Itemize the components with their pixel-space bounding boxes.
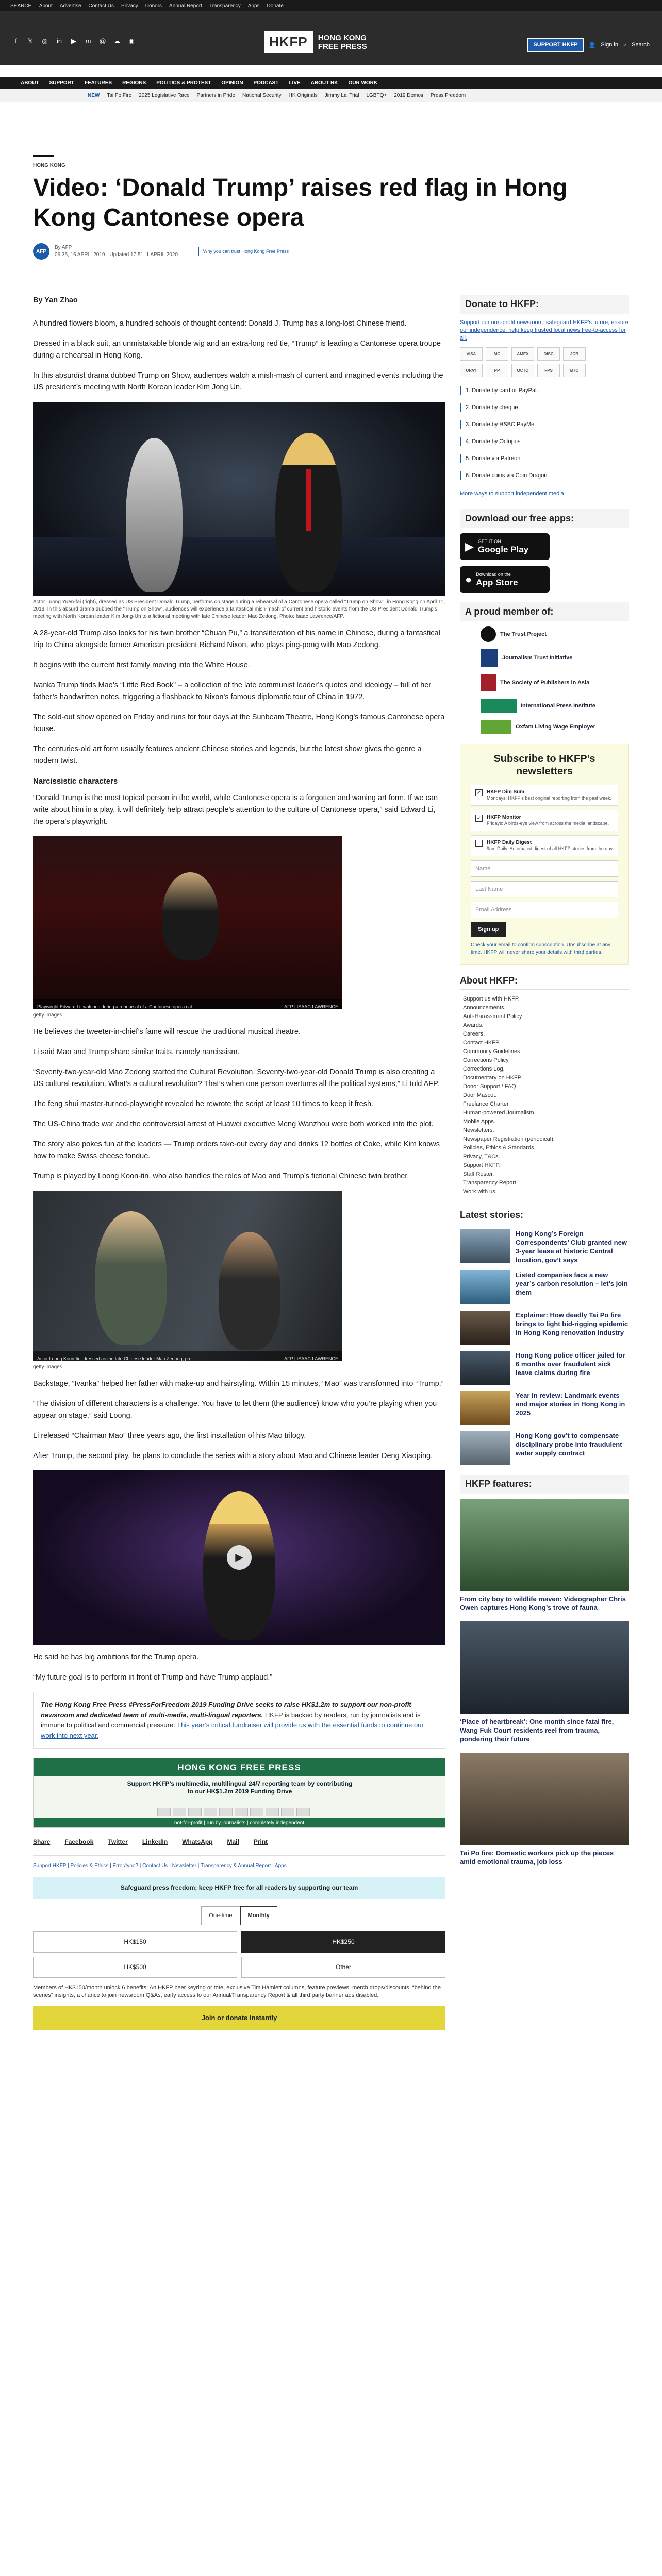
paypal-icon: PP: [486, 364, 508, 377]
about-link[interactable]: Mobile Apps.: [463, 1118, 495, 1125]
fps-icon: FPS: [537, 364, 560, 377]
about-link[interactable]: Door Mascot.: [463, 1092, 497, 1098]
newsletter-option-dimsum[interactable]: ✓ HKFP Dim Sum Mondays: HKFP’s best original reporting from the past week.: [471, 785, 618, 806]
nav-our-work[interactable]: OUR WORK: [348, 80, 378, 86]
figure-mao-makeup: [33, 1191, 445, 1371]
transparency-link[interactable]: Transparency: [209, 3, 241, 9]
story-thumbnail: [460, 1311, 510, 1345]
paragraph: The feng shui master-turned-playwright revealed he rewrote the script at least 10 times to keep it fresh.: [33, 1100, 374, 1108]
trending-item[interactable]: Partners in Pride: [196, 92, 236, 98]
video-player[interactable]: [33, 1470, 445, 1645]
about-link[interactable]: Newsletters.: [463, 1127, 494, 1133]
checkbox-checked-icon[interactable]: ✓: [475, 815, 483, 822]
about-link[interactable]: Privacy, T&Cs.: [463, 1154, 500, 1160]
latest-story[interactable]: Hong Kong’s Foreign Correspondents’ Club granted new 3-year lease at historic Central location, gov’t says: [460, 1229, 629, 1264]
paragraph: “Seventy-two-year-old Mao Zedong started the Cultural Revolution. Seventy-two-year-old Donald Trump is also creating a US cultural revolution. What’s a cultural revolution? That’s when one person overturns all the political systems,” Li told AFP.: [33, 1068, 439, 1088]
bluesky-icon[interactable]: ☁: [113, 37, 121, 45]
nav-podcast[interactable]: PODCAST: [253, 80, 279, 86]
trending-label: NEW: [88, 92, 100, 98]
trending-item[interactable]: 2019 Demos: [394, 92, 423, 98]
donate-option[interactable]: 5. Donate via Patreon.: [460, 450, 629, 467]
annual-report-link[interactable]: Annual Report: [169, 3, 202, 9]
article-body: [33, 295, 445, 2030]
story-thumbnail: [460, 1391, 510, 1425]
site-logo[interactable]: [264, 31, 367, 53]
social-icons: [11, 37, 136, 45]
donate-options-list: [460, 382, 629, 484]
paragraph: The US-China trade war and the controversial arrest of Huawei executive Meng Wanzhou were both worked into the plot.: [33, 1120, 434, 1128]
share-whatsapp[interactable]: WhatsApp: [182, 1838, 213, 1845]
newsletter-option-digest[interactable]: HKFP Daily Digest 9am Daily: Automated digest of all HKFP stories from the day.: [471, 835, 618, 856]
nav-politics[interactable]: POLITICS & PROTEST: [156, 80, 211, 86]
about-link[interactable]: Work with us.: [463, 1189, 497, 1195]
about-link[interactable]: Careers.: [463, 1031, 485, 1037]
about-link[interactable]: Corrections Policy.: [463, 1057, 510, 1063]
apps-heading: Download our free apps:: [460, 509, 629, 528]
latest-stories: [460, 1229, 629, 1465]
story-thumbnail: [460, 1431, 510, 1465]
nav-opinion[interactable]: OPINION: [221, 80, 243, 86]
bitcoin-icon: BTC: [563, 364, 586, 377]
feature-image: [460, 1621, 629, 1714]
share-mail[interactable]: Mail: [227, 1838, 239, 1845]
banner-title: HONG KONG FREE PRESS: [34, 1758, 445, 1776]
paragraph: Dressed in a black suit, an unmistakable blonde wig and an extra-long red tie, “Trump” is leading a Cantonese opera troupe during a rehearsal in Hong Kong.: [33, 340, 441, 360]
threads-icon[interactable]: @: [99, 37, 106, 45]
play-icon[interactable]: ▶: [227, 1545, 252, 1570]
more-ways-link[interactable]: More ways to support independent media.: [460, 490, 566, 497]
instagram-icon[interactable]: ◎: [42, 37, 48, 45]
story-thumbnail: [460, 1351, 510, 1385]
paragraph: Trump is played by Loong Koon-tin, who also handles the roles of Mao and Trump’s fictional Chinese twin brother.: [33, 1172, 409, 1180]
jcb-icon: JCB: [563, 347, 586, 361]
article-footer-links[interactable]: Support HKFP | Policies & Ethics | Error/typo? | Contact Us | Newsletter | Transparency & Annual Report | Apps: [33, 1855, 445, 1872]
banner-tagline: not-for-profit | run by journalists | completely independent: [34, 1818, 445, 1827]
checkbox-checked-icon[interactable]: ✓: [475, 789, 483, 796]
about-links: [460, 995, 629, 1196]
story-thumbnail: [460, 1229, 510, 1263]
donate-option[interactable]: 2. Donate by cheque.: [460, 399, 629, 416]
about-link[interactable]: Corrections Log.: [463, 1066, 505, 1072]
funding-drive-box: [33, 1692, 445, 1749]
about-link[interactable]: Support us with HKFP.: [463, 996, 520, 1002]
trending-item[interactable]: HK Originals: [288, 92, 318, 98]
embed-credit: AFP | ISAAC LAWRENCE: [284, 1356, 338, 1361]
jti-logo[interactable]: Journalism Trust Initiative: [481, 649, 629, 667]
first-name-field[interactable]: Name: [471, 860, 618, 877]
about-link[interactable]: Human-powered Journalism.: [463, 1110, 536, 1116]
byline: AFP By AFP 06:35, 16 APRIL 2019 · Updated 17:51, 1 APRIL 2020 Why you can trust Hong Kong Free Press: [33, 243, 626, 266]
paragraph: After Trump, the second play, he plans to conclude the series with a story about Mao and Chinese leader Deng Xiaoping.: [33, 1452, 433, 1460]
search-icon[interactable]: ⌕: [623, 41, 627, 48]
donate-heading: Donate to HKFP:: [460, 295, 629, 314]
unionpay-icon: UPAY: [460, 364, 483, 377]
embedded-photo-mao[interactable]: [33, 1191, 342, 1361]
oxfam-logo[interactable]: Oxfam Living Wage Employer: [481, 720, 629, 734]
apple-icon: ●: [465, 573, 472, 586]
getty-label[interactable]: getty images: [33, 1012, 62, 1018]
about-link[interactable]: Documentary on HKFP.: [463, 1075, 522, 1081]
about-link[interactable]: Contact HKFP.: [463, 1040, 500, 1046]
paragraph: A 28-year-old Trump also looks for his twin brother “Chuan Pu,” a transliteration of his name in Chinese, during a fantastical trip to China alongside former American president Richard Nixon, who plays ping-pong with Mao Zedong.: [33, 629, 440, 649]
updated-date: Updated 17:51, 1 APRIL 2020: [109, 252, 178, 258]
latest-story[interactable]: Hong Kong police officer jailed for 6 months over fraudulent sick leave claims during fire: [460, 1351, 629, 1385]
latest-story[interactable]: Explainer: How deadly Tai Po fire brings to light bid-rigging epidemic in Hong Kong renovation industry: [460, 1311, 629, 1345]
paragraph: “The division of different characters is a challenge. You have to let them (the audience) know who you’re playing when you appear on stage,” said Loong.: [33, 1400, 437, 1420]
trending-item[interactable]: Tai Po Fire: [107, 92, 132, 98]
newsletter-title: Subscribe to HKFP’s newsletters: [493, 753, 595, 777]
feature-image: [460, 1499, 629, 1591]
byline-author[interactable]: AFP: [61, 245, 72, 250]
paragraph: A hundred flowers bloom, a hundred schools of thought contend: Donald J. Trump has a long-lost Chinese friend.: [33, 319, 407, 328]
trending-item[interactable]: LGBTQ+: [366, 92, 387, 98]
share-bar: [33, 1836, 445, 1848]
paragraph: Ivanka Trump finds Mao’s “Little Red Book” – a collection of the late communist leader’s quotes and ideology – full of her father’s handwritten notes, triggering a flashback to Nixon’s famous diplomatic tour of China in 1972.: [33, 681, 432, 701]
user-icon[interactable]: 👤: [588, 42, 596, 48]
publish-date: 06:35, 16 APRIL 2019: [55, 252, 105, 258]
donation-amounts: [33, 1931, 445, 1978]
paragraph: Li released “Chairman Mao” three years ago, the first installation of his Mao trilogy.: [33, 1432, 306, 1440]
facebook-icon[interactable]: f: [15, 37, 17, 45]
about-link[interactable]: Support HKFP.: [463, 1162, 501, 1168]
share-label: Share: [33, 1838, 51, 1845]
one-time-tab[interactable]: One-time: [201, 1906, 240, 1925]
embed-caption: Actor Loong Koon-tin, dressed as the late Chinese leader Mao Zedong, pre...: [37, 1356, 196, 1361]
x-icon[interactable]: 𝕏: [27, 37, 34, 45]
nav-about[interactable]: ABOUT: [21, 80, 39, 86]
sign-in-link[interactable]: Sign in: [601, 42, 618, 48]
paragraph: He believes the tweeter-in-chief’s fame will rescue the traditional musical theatre.: [33, 1028, 301, 1036]
nav-live[interactable]: LIVE: [289, 80, 301, 86]
mastercard-icon: MC: [486, 347, 508, 361]
membership-logos: [460, 626, 629, 734]
trending-bar: [0, 89, 662, 102]
latest-story[interactable]: Hong Kong gov’t to compensate disciplinary probe into fraudulent water supply contract: [460, 1431, 629, 1465]
proud-member-heading: A proud member of:: [460, 602, 629, 621]
about-link[interactable]: About: [39, 3, 53, 9]
donate-link[interactable]: Donate: [267, 3, 284, 9]
subheading: Narcissistic characters: [33, 777, 118, 786]
playwright-figure: [162, 872, 219, 960]
mao-actor-figure: [95, 1211, 167, 1345]
about-link[interactable]: Community Guidelines.: [463, 1048, 522, 1055]
ipi-logo[interactable]: International Press Institute: [481, 699, 629, 713]
about-link[interactable]: Awards.: [463, 1022, 484, 1028]
section-rule: [33, 155, 54, 157]
payment-methods: [460, 347, 629, 377]
share-print[interactable]: Print: [253, 1838, 268, 1845]
features-heading: HKFP features:: [460, 1475, 629, 1494]
paragraph: Backstage, “Ivanka” helped her father with make-up and hairstyling. Within 15 minutes, “Mao” was transformed into “Trump.”: [33, 1380, 444, 1388]
email-field[interactable]: Email Address: [471, 902, 618, 918]
funding-lead[interactable]: The Hong Kong Free Press #PressForFreedom 2019 Funding Drive seeks to raise HK$1.2m to support our non-profit newsroom and dedicated team of multi-media, multi-lingual reporters.: [41, 1701, 411, 1719]
trending-item[interactable]: Press Freedom: [430, 92, 466, 98]
apps-link[interactable]: Apps: [247, 3, 260, 9]
feature-image: [460, 1753, 629, 1845]
embedded-photo-playwright[interactable]: [33, 836, 342, 1009]
page-title: Video: ‘Donald Trump’ raises red flag in Hong Kong Cantonese opera: [33, 174, 568, 231]
trust-project-logo[interactable]: The Trust Project: [481, 626, 629, 642]
donate-option[interactable]: 4. Donate by Octopus.: [460, 433, 629, 450]
paragraph: Li said Mao and Trump share similar traits, namely narcissism.: [33, 1048, 240, 1056]
section-label[interactable]: HONG KONG: [33, 163, 65, 168]
google-play-icon: ▶: [465, 540, 474, 553]
feature-story[interactable]: ‘Place of heartbreak’: One month since fatal fire, Wang Fuk Court residents reel from trauma, pondering their future: [460, 1621, 629, 1743]
backstage-helper-figure: [219, 1232, 280, 1350]
checkbox-icon[interactable]: [475, 840, 483, 847]
about-link[interactable]: Policies, Ethics & Standards.: [463, 1145, 536, 1151]
amount-option-selected[interactable]: HK$250: [241, 1931, 445, 1953]
embed-credit: AFP | ISAAC LAWRENCE: [284, 1004, 338, 1009]
funding-body: HKFP is backed by readers, run by journalists and is immune to political and commercial pressure.: [41, 1711, 421, 1729]
about-link[interactable]: Freelance Charter.: [463, 1101, 510, 1107]
banner-payment-icons: [157, 1808, 310, 1816]
trust-project-icon: [481, 626, 496, 642]
octopus-icon: OCTO: [511, 364, 534, 377]
logo-line1: HONG KONG: [318, 33, 367, 42]
google-play-badge[interactable]: ▶ GET IT ON Google Play: [460, 533, 550, 560]
app-store-badge[interactable]: ● Download on the App Store: [460, 566, 550, 593]
trending-item[interactable]: National Security: [242, 92, 282, 98]
latest-story[interactable]: Listed companies face a new year’s carbon resolution – let’s join them: [460, 1270, 629, 1304]
trending-item[interactable]: Jimmy Lai Trial: [324, 92, 359, 98]
feature-story[interactable]: Tai Po fire: Domestic workers pick up the pieces amid emotional trauma, job loss: [460, 1753, 629, 1866]
contact-link[interactable]: Contact Us: [88, 3, 114, 9]
amount-option[interactable]: HK$150: [33, 1931, 237, 1953]
paragraph: The sold-out show opened on Friday and runs for four days at the Sunbeam Theatre, Hong Kong’s famous Cantonese opera house.: [33, 713, 445, 733]
paragraph: In this absurdist drama dubbed Trump on Show, audiences watch a mish-mash of current and imagined events including the US president’s meeting with North Korean leader Kim Jong Un.: [33, 371, 443, 392]
main-nav: [0, 77, 662, 89]
discover-icon: DISC: [537, 347, 560, 361]
newsletter-note: Check your email to confirm subscription. Unsubscribe at any time. HKFP will never share your details with third parties.: [471, 942, 611, 955]
newsletter-option-monitor[interactable]: ✓ HKFP Monitor Fridays: A birds-eye view from across the media landscape.: [471, 810, 618, 831]
privacy-link[interactable]: Privacy: [121, 3, 138, 9]
nav-support[interactable]: SUPPORT: [49, 80, 74, 86]
article-author: By Yan Zhao: [33, 296, 78, 304]
share-facebook[interactable]: Facebook: [64, 1838, 94, 1845]
sidebar: [460, 295, 629, 1875]
search-link[interactable]: SEARCH: [10, 3, 32, 9]
jti-icon: [481, 649, 498, 667]
logo-mark: HKFP: [264, 31, 313, 53]
trust-badge[interactable]: Why you can trust Hong Kong Free Press: [198, 247, 293, 256]
top-utility-bar: [0, 0, 662, 11]
funding-banner[interactable]: [33, 1758, 445, 1828]
safeguard-banner[interactable]: Safeguard press freedom; keep HKFP free for all readers by supporting our team: [33, 1877, 445, 1899]
funding-cta-link[interactable]: This year’s critical fundraiser will provide us with the essential funds to continue our work into next year.: [41, 1721, 424, 1739]
donate-option[interactable]: 6. Donate coins via Coin Dragon.: [460, 467, 629, 484]
donate-option[interactable]: 3. Donate by HSBC PayMe.: [460, 416, 629, 433]
monthly-tab[interactable]: Monthly: [240, 1906, 277, 1925]
paragraph: “My future goal is to perform in front of Trump and have Trump applaud.”: [33, 1673, 273, 1682]
signup-button[interactable]: Sign up: [471, 922, 506, 937]
byline-by: By: [55, 245, 61, 250]
ipi-icon: [481, 699, 517, 713]
amex-icon: AMEX: [511, 347, 534, 361]
nav-about-hk[interactable]: ABOUT HK: [310, 80, 338, 86]
amount-option[interactable]: HK$500: [33, 1957, 237, 1978]
story-thumbnail: [460, 1270, 510, 1304]
about-link[interactable]: Staff Roster.: [463, 1171, 494, 1177]
search-link[interactable]: Search: [632, 42, 650, 48]
about-link[interactable]: Anti-Harassment Policy.: [463, 1013, 523, 1020]
rss-icon[interactable]: ◉: [128, 37, 135, 45]
member-benefits: Members of HK$150/month unlock 6 benefits: An HKFP beer keyring or tote, exclusive Tim Hamlett columns, feature previews, merch drops/discounts, “behind the scenes” insights, a chance to join newsroom Q&As, early access to our Annual/Transparency Report & all third party banner ads disabled.: [33, 1985, 441, 1998]
photo-caption: Actor Luong Yuen-fai (right), dressed as US President Donald Trump, performs on stage during a rehearsal of a Cantonese opera called “Trump on Show”, in Hong Kong on April 11, 2019. In this absurd drama dubbed the “Trump on Show”, audiences will experience a fantastical mish-mash of current and historic events from the US President Donald Trump’s meeting with North Korean leader Kim Jong-Un to a fictional meeting with late Chinese leader Mao Zedong. Photo: Isaac Lawrence/AFP.: [33, 599, 445, 619]
photo-trump-stage[interactable]: [33, 402, 445, 596]
advertise-link[interactable]: Advertise: [59, 3, 81, 9]
trending-item[interactable]: 2025 Legislative Race: [139, 92, 190, 98]
paragraph: The story also pokes fun at the leaders — Trump orders take-out every day and drinks 12 bottles of Coke, while Kim knows how to make Swiss cheese fondue.: [33, 1140, 440, 1160]
site-header: [0, 11, 662, 65]
nav-regions[interactable]: REGIONS: [122, 80, 146, 86]
newsletter-signup: [460, 744, 629, 965]
red-tie-shape: [306, 469, 311, 531]
feature-story[interactable]: From city boy to wildlife maven: Videographer Chris Owen captures Hong Kong’s trove of fauna: [460, 1499, 629, 1612]
about-link[interactable]: Announcements.: [463, 1005, 506, 1011]
avatar[interactable]: AFP: [33, 243, 49, 260]
paragraph: “Donald Trump is the most topical person in the world, while Cantonese opera is a forgotten and waning art form. If we can write about him in a play, it will definitely help attract people’s attention to the culture of Cantonese opera,” said Edward Li, the opera’s playwright.: [33, 794, 438, 826]
visa-icon: VISA: [460, 347, 483, 361]
embed-caption: Playwright Edward Li, watches during a rehearsal of a Cantonese opera cal...: [37, 1004, 196, 1009]
oxfam-icon: [481, 720, 511, 734]
latest-story[interactable]: Year in review: Landmark events and major stories in Hong Kong in 2025: [460, 1391, 629, 1425]
donate-option[interactable]: 1. Donate by card or PayPal.: [460, 382, 629, 399]
nav-features[interactable]: FEATURES: [84, 80, 112, 86]
share-linkedin[interactable]: LinkedIn: [142, 1838, 168, 1845]
figure-playwright: [33, 836, 445, 1019]
about-link[interactable]: Donor Support / FAQ.: [463, 1083, 518, 1090]
linkedin-icon[interactable]: in: [56, 37, 62, 45]
paragraph: The centuries-old art form usually features ancient Chinese stories and legends, but the latest show gives the genre a modern twist.: [33, 745, 422, 765]
sopa-logo[interactable]: The Society of Publishers in Asia: [481, 674, 629, 691]
about-link[interactable]: Transparency Report.: [463, 1180, 518, 1186]
logo-line2: FREE PRESS: [318, 42, 367, 51]
support-hkfp-button[interactable]: SUPPORT HKFP: [527, 38, 583, 52]
figure-video: [33, 1470, 445, 1645]
join-donate-button[interactable]: Join or donate instantly: [33, 2006, 445, 2030]
figure-trump-stage: [33, 402, 445, 620]
frequency-toggle: [33, 1906, 445, 1925]
last-name-field[interactable]: Last Name: [471, 881, 618, 897]
banner-text: Support HKFP’s multimedia, multilingual 24/7 reporting team by contributing to our HK$1.2m 2019 Funding Drive: [127, 1780, 353, 1795]
about-link[interactable]: Newspaper Registration (periodical).: [463, 1136, 555, 1142]
paragraph: It begins with the current first family moving into the White House.: [33, 661, 250, 669]
actor-left-figure: [126, 438, 183, 592]
donate-text-link[interactable]: Support our non-profit newsroom: safeguard HKFP’s future, ensure our independence, help keep trusted local news free-to-access for all.: [460, 319, 628, 341]
share-twitter[interactable]: Twitter: [108, 1838, 128, 1845]
youtube-icon[interactable]: ▶: [71, 37, 76, 45]
latest-heading: Latest stories:: [460, 1210, 629, 1224]
getty-label[interactable]: getty images: [33, 1364, 62, 1370]
about-heading: About HKFP:: [460, 975, 629, 990]
paragraph: He said he has big ambitions for the Trump opera.: [33, 1653, 199, 1662]
amount-option-other[interactable]: Other: [241, 1957, 445, 1978]
mastodon-icon[interactable]: m: [85, 37, 91, 45]
donors-link[interactable]: Donors: [145, 3, 162, 9]
sopa-icon: [481, 674, 496, 691]
